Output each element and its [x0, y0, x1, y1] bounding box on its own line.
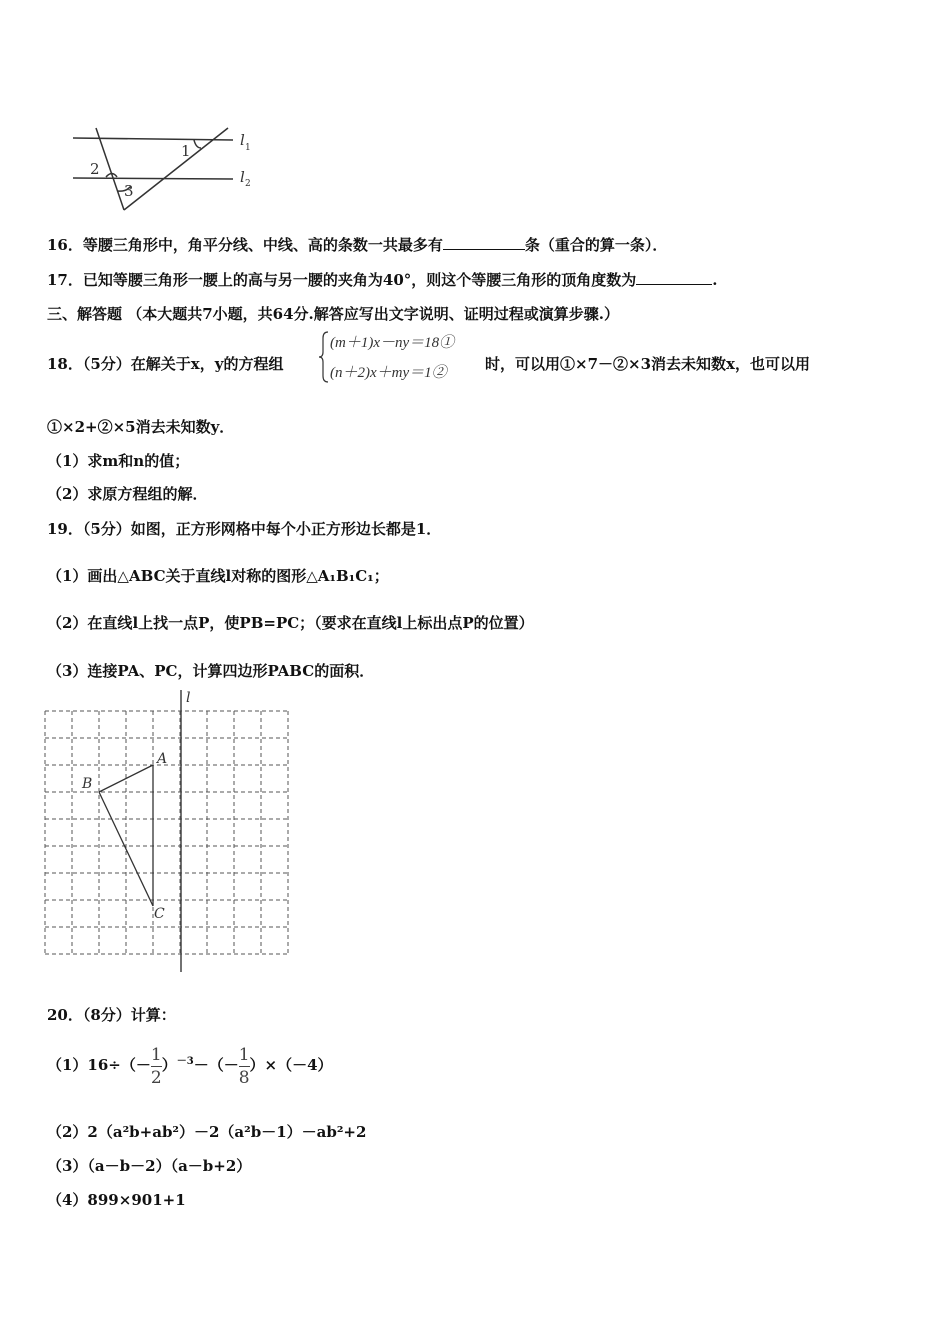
l2-label: l	[240, 168, 245, 186]
angle-1-label: 1	[181, 142, 191, 160]
equation-2: (n＋2)x＋my＝1②	[330, 365, 447, 381]
question-20-part2: （2）2（a²b+ab²）－2（a²b－1）－ab²+2	[47, 1123, 367, 1141]
question-18-tail: 时，可以用①×7－②×3消去未知数x，也可以用	[485, 355, 810, 373]
question-17: 17．已知等腰三角形一腰上的高与另一腰的夹角为40°，则这个等腰三角形的顶角度数为 .	[47, 271, 718, 289]
point-A-label: A	[157, 751, 168, 767]
fraction-one-eighth: $\frac{1}{8}$	[238, 1044, 250, 1088]
parallel-lines-figure	[68, 120, 268, 220]
angle-1-arc	[194, 140, 201, 148]
l1-label: l	[240, 131, 245, 149]
l1-sub: 1	[245, 143, 251, 153]
point-B-label: B	[82, 776, 93, 792]
system-brace	[318, 330, 330, 384]
angle-3-label: 3	[124, 182, 134, 200]
question-19-part2: （2）在直线l上找一点P，使PB=PC；（要求在直线l上标出点P的位置）	[47, 614, 534, 632]
question-20-part1: （1）16÷（－ $\frac{1}{2}$ ）$^{-3}$－（－ $\frac{1}{8}$ ）×（－4）	[47, 1044, 333, 1088]
question-18-part2: （2）求原方程组的解．	[47, 485, 208, 503]
angle-2-label: 2	[90, 160, 100, 178]
answer-blank-16[interactable]	[443, 235, 525, 250]
dashed-grid	[45, 711, 288, 954]
question-18-lead: 18．（5分）在解关于x，y的方程组	[47, 355, 284, 373]
transversal-right	[124, 128, 228, 210]
line-l-label: l	[186, 690, 191, 706]
fraction-one-half: $\frac{1}{2}$	[150, 1044, 162, 1088]
answer-blank-17[interactable]	[636, 270, 712, 285]
question-19-part3: （3）连接PA、PC，计算四边形PABC的面积．	[47, 662, 375, 680]
question-19-part1: （1）画出△ABC关于直线l对称的图形△A₁B₁C₁；	[47, 567, 389, 585]
grid-figure	[40, 690, 300, 980]
question-19-lead: 19．（5分）如图，正方形网格中每个小正方形边长都是1．	[47, 520, 442, 538]
equation-1: (m＋1)x－ny＝18①	[330, 335, 455, 351]
question-20-lead: 20．（8分）计算：	[47, 1006, 176, 1024]
line-l1	[73, 138, 233, 140]
line-l2	[73, 178, 233, 179]
point-C-label: C	[154, 906, 165, 922]
question-18-part1: （1）求m和n的值；	[47, 452, 190, 470]
section-3-heading: 三、解答题 （本大题共7小题，共64分.解答应写出文字说明、证明过程或演算步骤.）	[47, 305, 619, 323]
question-20-part4: （4）899×901+1	[47, 1191, 186, 1209]
transversal-left	[96, 128, 124, 210]
l2-sub: 2	[245, 179, 251, 189]
question-18-line2: ①×2+②×5消去未知数y．	[47, 418, 235, 436]
question-16: 16．等腰三角形中，角平分线、中线、高的条数一共最多有 条（重合的算一条）．	[47, 236, 668, 254]
question-20-part3: （3）（a－b－2）（a－b+2）	[47, 1157, 252, 1175]
